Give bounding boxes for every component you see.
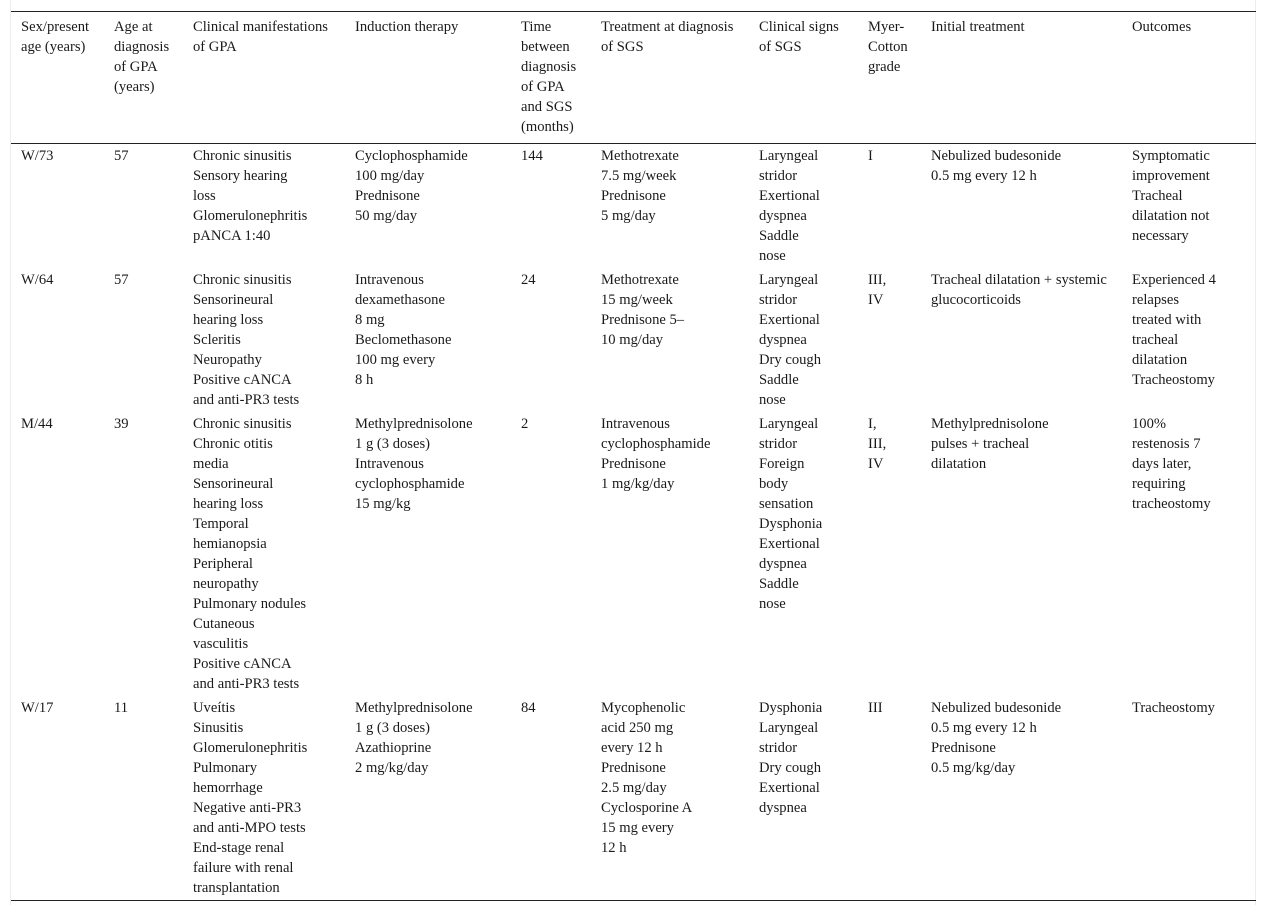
header-clinical-signs: Clinical signs of SGS — [759, 19, 839, 55]
gpa-sgs-table — [11, 11, 1256, 901]
header-induction-therapy: Induction therapy — [355, 19, 459, 35]
cell-clinical: Uveítis Sinusitis Glomerulonephritis Pulmonary hemorrhage Negative anti-PR3 and anti-MPO tests End-stage renal failure with renal transplantation — [193, 700, 308, 896]
cell-time: 144 — [521, 148, 543, 164]
cell-initial: Nebulized budesonide 0.5 mg every 12 h — [931, 148, 1062, 184]
cell-signs: Dysphonia Laryngeal stridor Dry cough Exertional dyspnea — [759, 700, 823, 816]
cell-initial: Tracheal dilatation + systemic glucocorticoids — [931, 272, 1107, 308]
cell-initial: Nebulized budesonide 0.5 mg every 12 h Prednisone 0.5 mg/kg/day — [931, 700, 1062, 776]
cell-sex-age: W/73 — [21, 148, 54, 164]
cell-induction: Intravenous dexamethasone 8 mg Beclomethasone 100 mg every 8 h — [355, 272, 452, 388]
header-outcomes: Outcomes — [1132, 19, 1192, 35]
cell-signs: Laryngeal stridor Exertional dyspnea Saddle nose — [759, 148, 820, 264]
header-initial-treatment: Initial treatment — [931, 19, 1025, 35]
cell-age-diagnosis: 57 — [114, 272, 129, 288]
table-row — [11, 268, 1256, 412]
cell-clinical: Chronic sinusitis Sensorineural hearing loss Scleritis Neuropathy Positive cANCA and anti-PR3 tests — [193, 272, 300, 408]
cell-clinical: Chronic sinusitis Sensory hearing loss Glomerulonephritis pANCA 1:40 — [193, 148, 308, 244]
cell-sex-age: W/64 — [21, 272, 54, 288]
cell-signs: Laryngeal stridor Foreign body sensation Dysphonia Exertional dyspnea Saddle nose — [759, 416, 823, 612]
header-treatment-sgs: Treatment at diagnosis of SGS — [601, 19, 734, 55]
header-clinical-manifestations: Clinical manifestations of GPA — [193, 19, 328, 55]
cell-sex-age: W/17 — [21, 700, 54, 716]
cell-clinical: Chronic sinusitis Chronic otitis media Sensorineural hearing loss Temporal hemianopsia Peripheral neuropathy Pulmonary nodules Cutaneous vasculitis Positive cANCA and anti-PR3 tests — [193, 416, 307, 692]
cell-time: 2 — [521, 416, 529, 432]
cell-grade: III, IV — [868, 272, 887, 308]
table-row — [11, 696, 1256, 901]
cell-sex-age: M/44 — [21, 416, 53, 432]
header-time-between: Time between diagnosis of GPA and SGS (months) — [521, 19, 577, 135]
table-row — [11, 144, 1256, 269]
table-row — [11, 412, 1256, 696]
cell-grade: I, III, IV — [868, 416, 887, 472]
cell-outcomes: Tracheostomy — [1132, 700, 1215, 716]
cell-time: 84 — [521, 700, 536, 716]
cell-age-diagnosis: 39 — [114, 416, 129, 432]
cell-time: 24 — [521, 272, 536, 288]
cell-signs: Laryngeal stridor Exertional dyspnea Dry cough Saddle nose — [759, 272, 822, 408]
cell-induction: Methylprednisolone 1 g (3 doses) Intravenous cyclophosphamide 15 mg/kg — [355, 416, 473, 512]
cell-age-diagnosis: 57 — [114, 148, 129, 164]
cell-outcomes: Symptomatic improvement Tracheal dilatation not necessary — [1132, 148, 1210, 244]
cell-treatment-sgs: Mycophenolic acid 250 mg every 12 h Prednisone 2.5 mg/day Cyclosporine A 15 mg every 12 h — [601, 700, 693, 856]
cell-outcomes: 100% restenosis 7 days later, requiring tracheostomy — [1132, 416, 1211, 512]
header-sex-age: Sex/present age (years) — [21, 19, 90, 55]
cell-treatment-sgs: Methotrexate 7.5 mg/week Prednisone 5 mg/day — [601, 148, 679, 224]
cell-initial: Methylprednisolone pulses + tracheal dilatation — [931, 416, 1049, 472]
cell-age-diagnosis: 11 — [114, 700, 129, 716]
cell-grade: I — [868, 148, 873, 164]
cell-induction: Cyclophosphamide 100 mg/day Prednisone 50 mg/day — [355, 148, 468, 224]
header-myer-cotton-grade: Myer-Cotton grade — [868, 19, 908, 75]
cell-grade: III — [868, 700, 883, 716]
cell-induction: Methylprednisolone 1 g (3 doses) Azathioprine 2 mg/kg/day — [355, 700, 473, 776]
cell-treatment-sgs: Methotrexate 15 mg/week Prednisone 5– 10 mg/day — [601, 272, 685, 348]
cell-treatment-sgs: Intravenous cyclophosphamide Prednisone 1 mg/kg/day — [601, 416, 711, 492]
header-age-diagnosis: Age at diagnosis of GPA (years) — [114, 19, 170, 95]
header-row — [11, 12, 1256, 144]
cell-outcomes: Experienced 4 relapses treated with tracheal dilatation Tracheostomy — [1132, 272, 1216, 388]
